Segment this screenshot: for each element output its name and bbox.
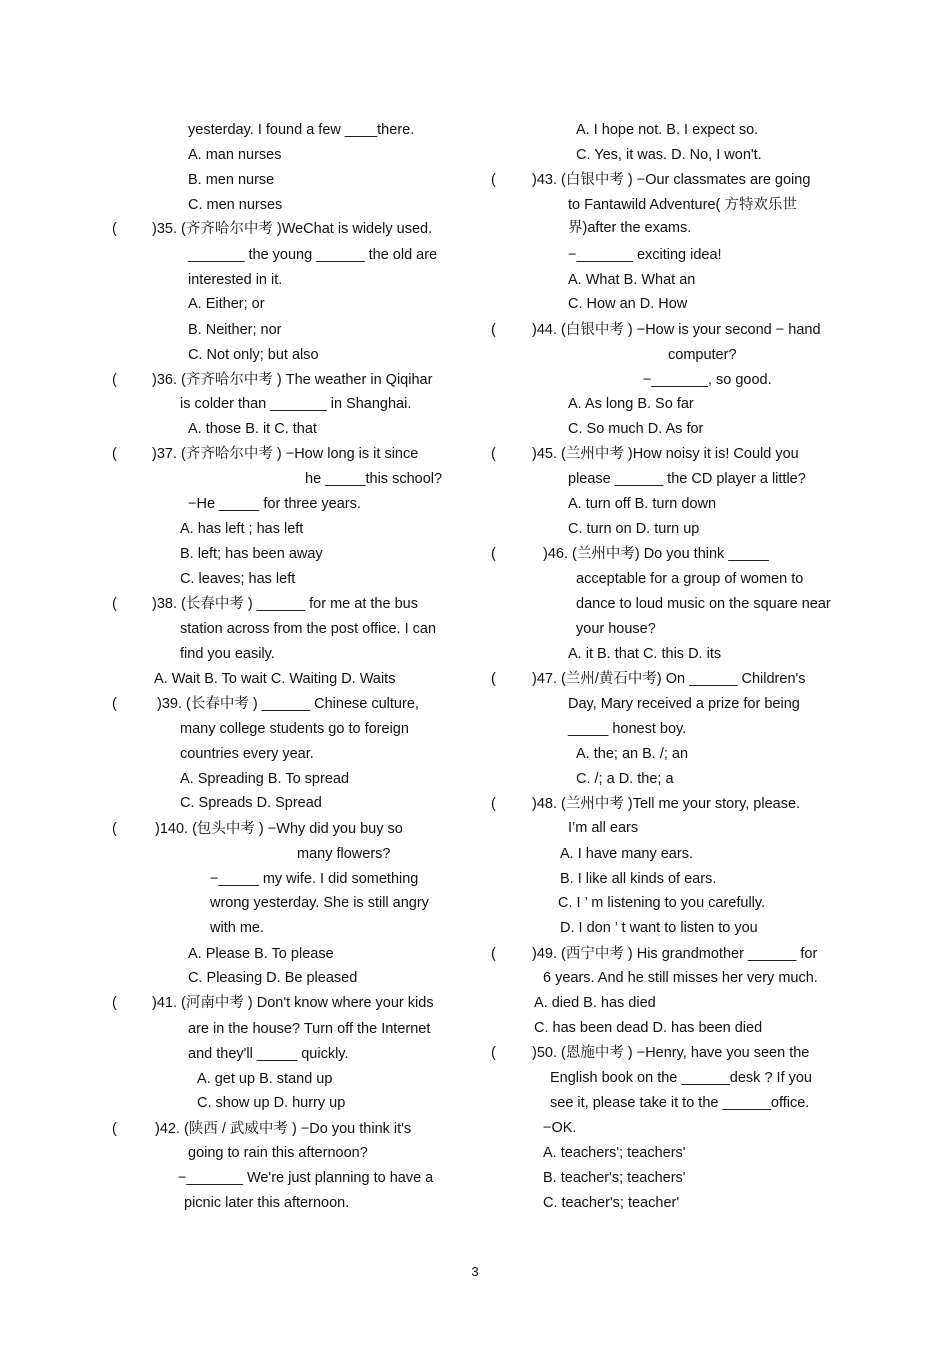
question-line: please ______ the CD player a little? — [568, 471, 806, 487]
question-line: 6 years. And he still misses her very much. — [543, 970, 818, 986]
question-line: many college students go to foreign — [180, 721, 409, 737]
answer-bracket: ( — [491, 1045, 496, 1061]
question-line: A. has left ; has left — [180, 521, 304, 537]
question-stem: )49. (西宁中考 ) His grandmother ______ for — [532, 946, 818, 962]
question-line: A. it B. that C. this D. its — [568, 646, 722, 662]
question-line: D. I don ’ t want to listen to you — [560, 920, 758, 936]
answer-bracket: ( — [491, 446, 496, 462]
question-line: −He _____ for three years. — [188, 496, 361, 512]
question-line: C. leaves; has left — [180, 571, 296, 587]
question-line: C. show up D. hurry up — [197, 1095, 346, 1111]
question-line: C. Not only; but also — [188, 347, 319, 363]
question-stem: )41. (河南中考 ) Don't know where your kids — [152, 995, 434, 1011]
answer-bracket: ( — [491, 322, 496, 338]
question-line: yesterday. I found a few ____there. — [188, 122, 415, 138]
question-line: A. turn off B. turn down — [568, 496, 717, 512]
question-line: 界)after the exams. — [568, 220, 692, 236]
question-stem: )45. (兰州中考 )How noisy it is! Could you — [532, 446, 799, 462]
question-line: I’m all ears — [568, 820, 639, 836]
question-line: see it, please take it to the ______office. — [550, 1095, 810, 1111]
question-line: C. has been dead D. has been died — [534, 1020, 763, 1036]
answer-bracket: ( — [112, 821, 117, 837]
question-stem: )48. (兰州中考 )Tell me your story, please. — [532, 796, 801, 812]
question-line: C. So much D. As for — [568, 421, 704, 437]
question-line: −_____ my wife. I did something — [210, 871, 419, 887]
question-line: countries every year. — [180, 746, 314, 762]
question-stem: )43. (白银中考 ) −Our classmates are going — [532, 172, 811, 188]
question-line: your house? — [576, 621, 656, 637]
question-line: and they'll _____ quickly. — [188, 1046, 349, 1062]
question-line: computer? — [668, 347, 737, 363]
question-line: acceptable for a group of women to — [576, 571, 804, 587]
answer-bracket: ( — [112, 1121, 117, 1137]
answer-bracket: ( — [112, 446, 117, 462]
question-stem: )47. (兰州/黄石中考) On ______ Children's — [532, 671, 806, 687]
question-line: C. I ’ m listening to you carefully. — [558, 895, 766, 911]
question-line: Day, Mary received a prize for being — [568, 696, 800, 712]
question-line: C. teacher's; teacher' — [543, 1195, 680, 1211]
question-line: A. Wait B. To wait C. Waiting D. Waits — [154, 671, 396, 687]
question-line: −_______ We're just planning to have a — [178, 1170, 434, 1186]
question-line: A. Either; or — [188, 296, 265, 312]
question-line: C. Yes, it was. D. No, I won't. — [576, 147, 762, 163]
page-number: 3 — [471, 1264, 479, 1279]
answer-bracket: ( — [112, 696, 117, 712]
question-line: A. What B. What an — [568, 272, 696, 288]
question-stem: )39. (长春中考 ) ______ Chinese culture, — [157, 696, 419, 712]
question-line: to Fantawild Adventure( 方特欢乐世 — [568, 197, 797, 213]
question-line: A. teachers'; teachers' — [543, 1145, 686, 1161]
question-line: A. I have many ears. — [560, 846, 693, 862]
question-line: many flowers? — [297, 846, 391, 862]
question-line: A. Please B. To please — [188, 946, 334, 962]
question-line: A. As long B. So far — [568, 396, 694, 412]
question-line: interested in it. — [188, 272, 283, 288]
question-line: C. Spreads D. Spread — [180, 795, 322, 811]
question-line: −OK. — [543, 1120, 577, 1136]
question-stem: )140. (包头中考 ) −Why did you buy so — [155, 821, 403, 837]
question-line: A. those B. it C. that — [188, 421, 317, 437]
answer-bracket: ( — [491, 172, 496, 188]
question-line: A. get up B. stand up — [197, 1071, 333, 1087]
question-line: English book on the ______desk ? If you — [550, 1070, 812, 1086]
answer-bracket: ( — [491, 946, 496, 962]
question-line: _______ the young ______ the old are — [188, 247, 438, 263]
question-line: C. men nurses — [188, 197, 283, 213]
question-line: is colder than _______ in Shanghai. — [180, 396, 412, 412]
question-line: −_______, so good. — [643, 372, 772, 388]
question-line: A. died B. has died — [534, 995, 656, 1011]
question-line: are in the house? Turn off the Internet — [188, 1021, 431, 1037]
question-stem: )46. (兰州中考) Do you think _____ — [543, 546, 769, 562]
question-line: C. turn on D. turn up — [568, 521, 700, 537]
question-line: going to rain this afternoon? — [188, 1145, 368, 1161]
question-line: he _____this school? — [305, 471, 443, 487]
question-line: picnic later this afternoon. — [184, 1195, 350, 1211]
answer-bracket: ( — [491, 671, 496, 687]
answer-bracket: ( — [491, 546, 496, 562]
question-line: dance to loud music on the square near — [576, 596, 831, 612]
question-line: C. /; a D. the; a — [576, 771, 674, 787]
question-line: B. teacher's; teachers' — [543, 1170, 686, 1186]
question-line: B. I like all kinds of ears. — [560, 871, 717, 887]
question-line: A. Spreading B. To spread — [180, 771, 350, 787]
question-stem: )42. (陕西 / 武威中考 ) −Do you think it's — [155, 1121, 412, 1137]
question-line: with me. — [210, 920, 264, 936]
question-line: A. man nurses — [188, 147, 282, 163]
answer-bracket: ( — [112, 372, 117, 388]
question-line: B. men nurse — [188, 172, 275, 188]
question-line: find you easily. — [180, 646, 275, 662]
answer-bracket: ( — [112, 596, 117, 612]
answer-bracket: ( — [112, 221, 117, 237]
question-line: B. left; has been away — [180, 546, 323, 562]
question-line: C. How an D. How — [568, 296, 688, 312]
question-line: A. I hope not. B. I expect so. — [576, 122, 759, 138]
question-line: A. the; an B. /; an — [576, 746, 689, 762]
question-line: wrong yesterday. She is still angry — [210, 895, 429, 911]
question-line: C. Pleasing D. Be pleased — [188, 970, 358, 986]
question-stem: )37. (齐齐哈尔中考 ) −How long is it since — [152, 446, 419, 462]
question-stem: )36. (齐齐哈尔中考 ) The weather in Qiqihar — [152, 372, 433, 388]
question-line: B. Neither; nor — [188, 322, 282, 338]
question-line: station across from the post office. I can — [180, 621, 437, 637]
question-stem: )35. (齐齐哈尔中考 )WeChat is widely used. — [152, 221, 433, 237]
question-line: _____ honest boy. — [568, 721, 687, 737]
answer-bracket: ( — [112, 995, 117, 1011]
question-stem: )50. (恩施中考 ) −Henry, have you seen the — [532, 1045, 810, 1061]
question-line: −_______ exciting idea! — [568, 247, 722, 263]
answer-bracket: ( — [491, 796, 496, 812]
question-stem: )38. (长春中考 ) ______ for me at the bus — [152, 596, 418, 612]
question-stem: )44. (白银中考 ) −How is your second − hand — [532, 322, 821, 338]
